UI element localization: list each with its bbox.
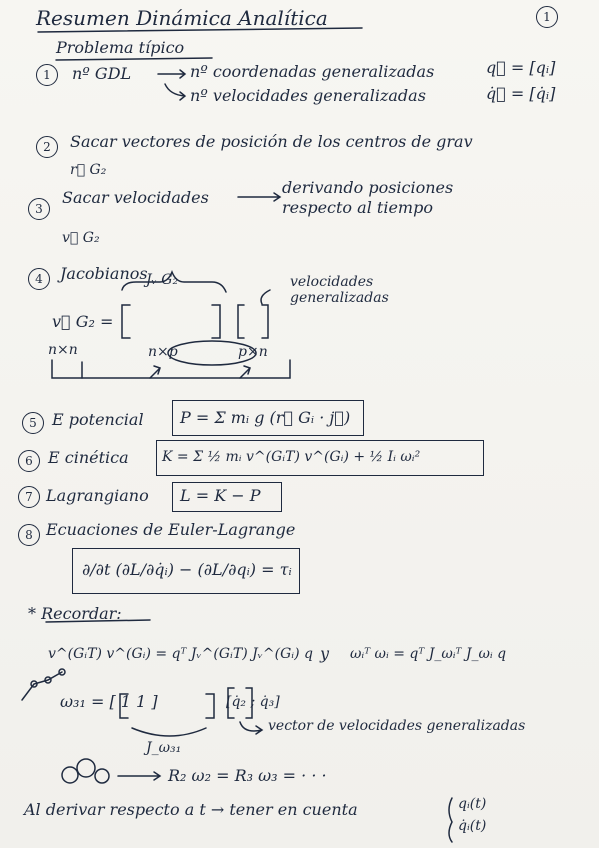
item-4-dim1: n×n xyxy=(48,342,78,358)
item-6-number: 6 xyxy=(18,450,40,472)
arrow-3 xyxy=(238,193,280,201)
footer-c1: qᵢ(t) xyxy=(458,796,487,812)
item-3-right1: derivando posiciones xyxy=(282,178,454,197)
remember-title: * Recordar: xyxy=(28,604,122,623)
gear-2 xyxy=(77,759,95,777)
remember-jw: J_ω₃₁ xyxy=(146,740,182,756)
gear-1 xyxy=(62,767,78,783)
item-6-eq: K = Σ ½ mᵢ v^(GᵢT) v^(Gᵢ) + ½ Iᵢ ωᵢ² xyxy=(162,449,421,465)
remember-eq2: ωᵢᵀ ωᵢ = qᵀ J_ωᵢᵀ J_ωᵢ q xyxy=(350,646,507,662)
bracket-right-2 xyxy=(262,305,268,338)
item-4-jac: Jᵥ G₂ xyxy=(146,272,179,288)
footer-text: Al derivar respecto a t → tener en cuenta xyxy=(24,800,358,819)
item-4-dim2: n×p xyxy=(148,344,178,360)
remember-omega: ω₃₁ = [ 1 1 ] xyxy=(60,692,158,711)
bracket-left-2 xyxy=(238,305,244,338)
remember-gear: R₂ ω₂ = R₃ ω₃ = · · · xyxy=(168,766,327,785)
gear-arrow xyxy=(118,772,160,780)
item-4-dim3: p×n xyxy=(238,344,268,360)
dim-line xyxy=(52,360,290,378)
arrow-1b xyxy=(165,84,185,100)
item-5-eq: P = Σ mᵢ g (r⃗ Gᵢ · j⃗) xyxy=(180,408,351,427)
remember-eq1: v^(GᵢT) v^(Gᵢ) = qᵀ Jᵥ^(GᵢT) Jᵥ^(Gᵢ) q xyxy=(48,646,314,662)
jw-brace xyxy=(132,728,206,736)
item-1-eq1: q⃗ = [qᵢ] xyxy=(486,58,556,77)
bracket-left-1 xyxy=(122,305,130,338)
remember-vec-note: vector de velocidades generalizadas xyxy=(268,718,526,734)
item-4-label: Jacobianos xyxy=(60,264,148,283)
item-2-text: Sacar vectores de posición de los centros de grav xyxy=(70,132,473,151)
arrow-1a xyxy=(158,70,185,78)
item-4-vlabel: v⃗ G₂ = xyxy=(52,312,114,331)
item-1-label: nº GDL xyxy=(72,64,132,83)
subtitle-underline xyxy=(56,58,212,60)
note-arrow xyxy=(261,290,270,304)
item-1-line2: nº velocidades generalizadas xyxy=(190,86,426,105)
item-7-label: Lagrangiano xyxy=(46,486,149,505)
item-7-eq: L = K − P xyxy=(180,486,261,505)
remember-conj: y xyxy=(320,644,330,663)
item-3-left: Sacar velocidades xyxy=(62,188,209,207)
bracket-right-1 xyxy=(212,305,220,338)
item-8-label: Ecuaciones de Euler-Lagrange xyxy=(46,520,296,539)
item-1-line1: nº coordenadas generalizadas xyxy=(190,62,435,81)
item-3-right2: respecto al tiempo xyxy=(282,198,433,217)
footer-brace xyxy=(449,798,452,842)
item-8-eq: ∂/∂t (∂L/∂q̇ᵢ) − (∂L/∂qᵢ) = τᵢ xyxy=(82,560,292,579)
item-5-number: 5 xyxy=(22,412,44,434)
item-2-sub: r⃗ G₂ xyxy=(70,162,107,178)
item-7-number: 7 xyxy=(18,486,40,508)
item-4-number: 4 xyxy=(28,268,50,290)
item-3-sub: v⃗ G₂ xyxy=(62,230,100,246)
item-5-label: E potencial xyxy=(52,410,144,429)
item-8-number: 8 xyxy=(18,524,40,546)
remember-vec: [q̇₂ ; q̇₃] xyxy=(226,694,280,710)
item-1-number: 1 xyxy=(36,64,58,86)
vec-arrow xyxy=(240,722,262,734)
item-3-number: 3 xyxy=(28,198,50,220)
page-title: Resumen Dinámica Analítica xyxy=(36,6,328,30)
page-number: 1 xyxy=(536,6,558,28)
item-2-number: 2 xyxy=(36,136,58,158)
item-1-eq2: q̇⃗ = [q̇ᵢ] xyxy=(486,84,556,103)
item-6-label: E cinética xyxy=(48,448,129,467)
item-4-note1: velocidades xyxy=(290,274,374,290)
link-sketch xyxy=(22,672,62,700)
gear-3 xyxy=(95,769,109,783)
subtitle: Problema típico xyxy=(56,38,185,57)
footer-c2: q̇ᵢ(t) xyxy=(458,818,487,834)
item-4-note2: generalizadas xyxy=(290,290,389,306)
